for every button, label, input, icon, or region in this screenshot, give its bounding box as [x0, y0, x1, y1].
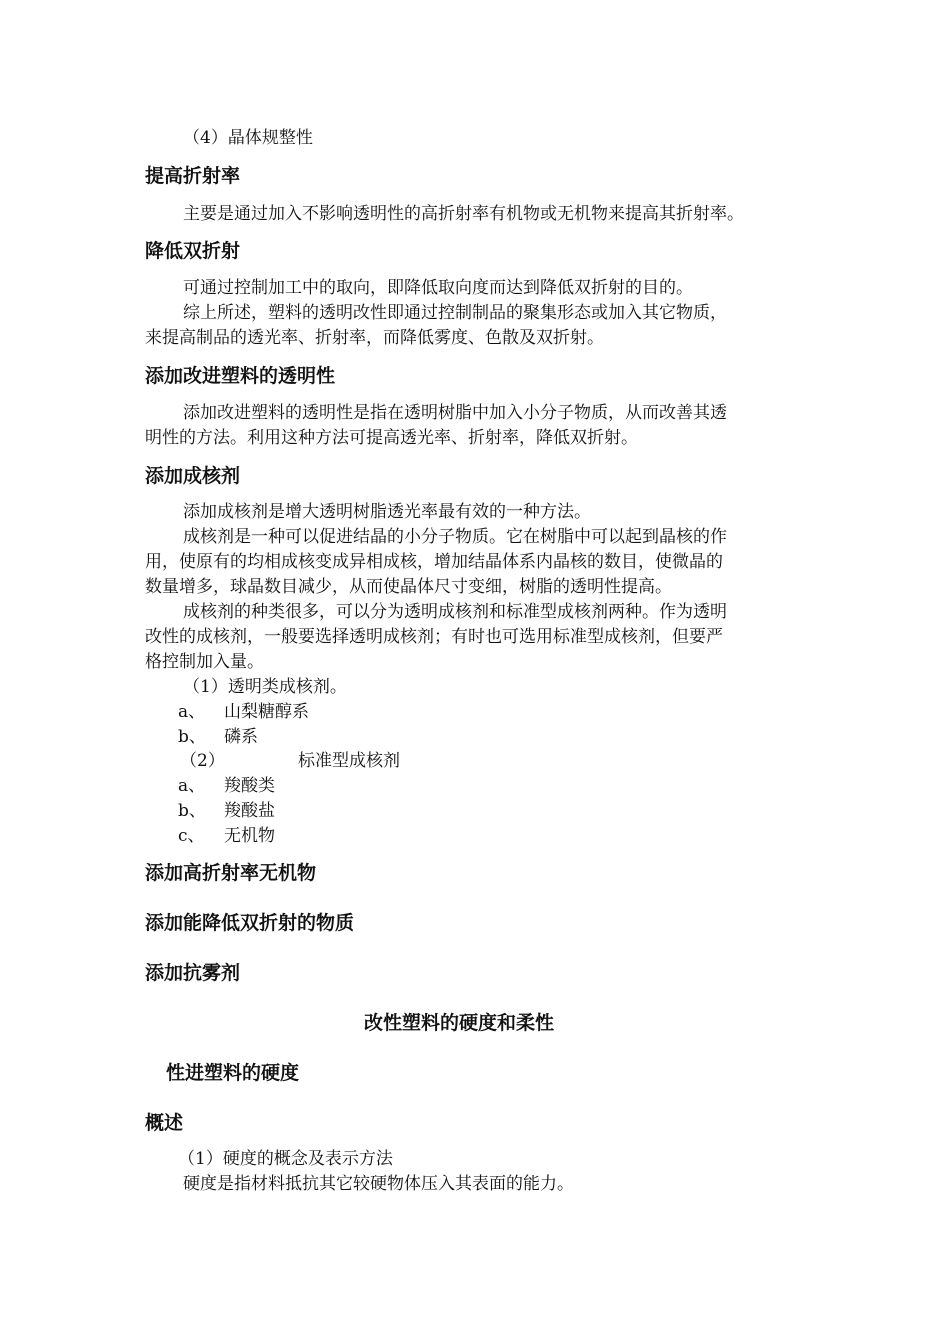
heading-nucleating-agent: 添加成核剂 [145, 465, 241, 487]
heading-overview: 概述 [145, 1112, 184, 1134]
paragraph-additive-line-1: 添加改进塑料的透明性是指在透明树脂中加入小分子物质，从而改善其透 [183, 403, 727, 423]
heading-birefringence-substance: 添加能降低双折射的物质 [145, 912, 355, 934]
heading-antifog-agent: 添加抗雾剂 [145, 962, 241, 984]
paragraph-summary-line-2: 来提高制品的透光率、折射率，而降低雾度、色散及双折射。 [145, 328, 604, 348]
paragraph-nucleating-b-line-1: 成核剂是一种可以促进结晶的小分子物质。它在树脂中可以起到晶核的作 [183, 527, 727, 547]
list-item-carboxylic-acids: 羧酸类 [224, 776, 275, 796]
paragraph-nucleating-c-line-2: 改性的成核剂，一般要选择透明成核剂；有时也可选用标准型成核剂，但要严 [145, 627, 723, 647]
section-title-hardness-flexibility: 改性塑料的硬度和柔性 [364, 1012, 555, 1034]
list-marker-standard: （2） [180, 751, 225, 771]
list-item-marker: c、 [178, 826, 205, 846]
list-item-inorganic: 无机物 [224, 826, 275, 846]
list-item-marker: b、 [178, 801, 206, 821]
list-title-standard-nucleating: 标准型成核剂 [298, 751, 400, 771]
list-item-sorbitol: 山梨糖醇系 [224, 702, 309, 722]
list-item-hardness-concept: （1）硬度的概念及表示方法 [178, 1149, 393, 1169]
paragraph-nucleating-b-line-3: 数量增多，球晶数目减少，从而使晶体尺寸变细，树脂的透明性提高。 [145, 577, 672, 597]
list-item-marker: a、 [178, 702, 206, 722]
paragraph-additive-line-2: 明性的方法。利用这种方法可提高透光率、折射率，降低双折射。 [145, 428, 638, 448]
list-item-marker: a、 [178, 776, 206, 796]
heading-high-index-inorganic: 添加高折射率无机物 [145, 862, 317, 884]
list-item-crystal-regularity: （4）晶体规整性 [183, 128, 313, 148]
paragraph-raise-refractive-index: 主要是通过加入不影响透明性的高折射率有机物或无机物来提高其折射率。 [183, 204, 744, 224]
list-title-transparent-nucleating: （1）透明类成核剂。 [183, 677, 347, 697]
heading-raise-refractive-index: 提高折射率 [145, 165, 241, 187]
paragraph-hardness-definition: 硬度是指材料抵抗其它较硬物体压入其表面的能力。 [183, 1174, 574, 1194]
paragraph-nucleating-c-line-3: 格控制加入量。 [145, 652, 264, 672]
list-item-marker: b、 [178, 727, 206, 747]
list-item-carboxylates: 羧酸盐 [224, 801, 275, 821]
heading-plastic-hardness: 性进塑料的硬度 [166, 1062, 300, 1084]
paragraph-lower-birefringence: 可通过控制加工中的取向，即降低取向度而达到降低双折射的目的。 [183, 278, 693, 298]
list-item-phosphorus: 磷系 [224, 727, 258, 747]
paragraph-summary-line-1: 综上所述，塑料的透明改性即通过控制制品的聚集形态或加入其它物质， [183, 303, 727, 323]
paragraph-nucleating-c-line-1: 成核剂的种类很多，可以分为透明成核剂和标准型成核剂两种。作为透明 [183, 602, 727, 622]
paragraph-nucleating-a: 添加成核剂是增大透明树脂透光率最有效的一种方法。 [183, 502, 591, 522]
paragraph-nucleating-b-line-2: 用，使原有的均相成核变成异相成核，增加结晶体系内晶核的数目，使微晶的 [145, 552, 723, 572]
heading-lower-birefringence: 降低双折射 [145, 240, 241, 262]
heading-additive-transparency: 添加改进塑料的透明性 [145, 365, 336, 387]
